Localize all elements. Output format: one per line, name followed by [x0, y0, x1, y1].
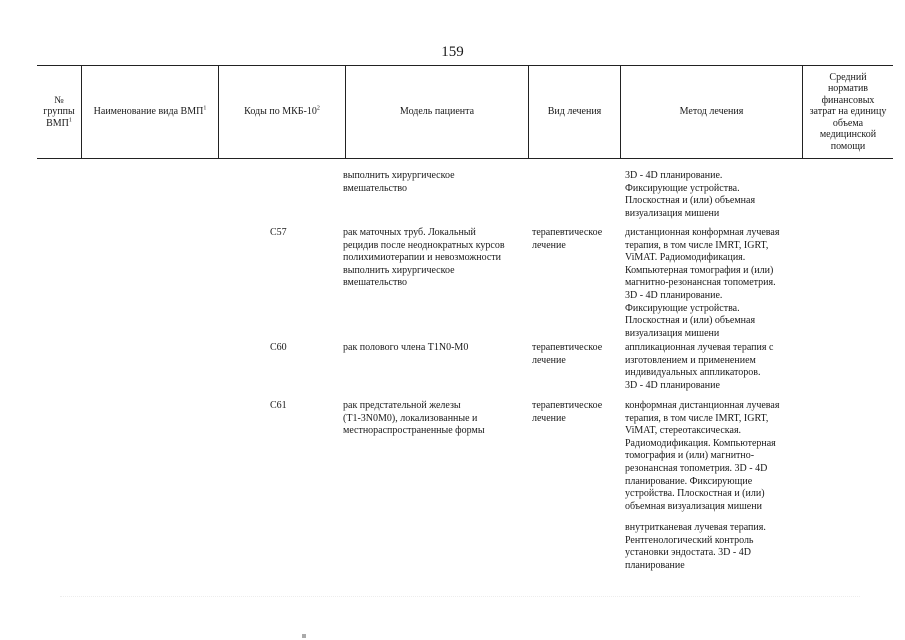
text-line: Фиксирующие устройства. [625, 302, 740, 314]
header-cost-line: медицинской [819, 129, 877, 141]
text-line: 3D - 4D планирование. [625, 289, 723, 301]
icd-code: C61 [270, 400, 287, 411]
text-line: рак маточных труб. Локальный [343, 227, 476, 238]
treatment-method-cell [625, 342, 773, 392]
text-line: индивидуальных аппликаторов. [625, 367, 761, 379]
footnote-mark: 1 [68, 117, 72, 124]
header-group-no-line: группы [43, 106, 75, 118]
header-cost-line: норматив [827, 83, 869, 95]
text-line: объемная визуализация мишени [625, 500, 762, 512]
header-treatment-method-label: Метод лечения [679, 106, 744, 118]
patient-model-cell [343, 342, 468, 355]
header-vmp-name-label: Наименование вида ВМП [93, 106, 204, 118]
text-line: ViMAT. Радиомодификация. [625, 252, 746, 264]
text-line: Плоскостная и (или) объемная [625, 195, 756, 207]
text-line: дистанционная конформная лучевая [625, 227, 780, 238]
footnote-mark: 1 [203, 105, 207, 112]
icd-code-cell [270, 227, 287, 240]
text-line: резонансная топометрия. 3D - 4D [625, 462, 768, 474]
text-line: терапевтическое [532, 227, 603, 238]
text-line: устройства. Плоскостная и (или) [625, 488, 765, 500]
text-line: выполнить хирургическое [343, 170, 455, 181]
text-line: Рентгенологический контроль [625, 534, 754, 546]
text-line: Плоскостная и (или) объемная [625, 315, 756, 327]
text-line: визуализация мишени [625, 327, 720, 339]
text-line: визуализация мишени [625, 207, 720, 219]
text-line: терапевтическое [532, 342, 603, 353]
header-icd-codes [219, 66, 345, 158]
text-line: местнораспространенные формы [343, 425, 485, 437]
patient-model-cell [343, 400, 485, 438]
header-group-no [37, 66, 81, 158]
header-patient-model [346, 66, 528, 158]
text-line: планирование [625, 559, 685, 571]
text-line: ViMAT, стереотаксическая. [625, 425, 742, 437]
icd-code: C60 [270, 342, 287, 353]
header-vmp-name [82, 66, 218, 158]
treatment-type-cell [532, 400, 602, 425]
treatment-method-cell [625, 522, 766, 572]
header-group-no-line: № [54, 94, 64, 106]
page-number: 159 [441, 44, 464, 60]
header-treatment-method [621, 66, 802, 158]
treatment-method-cell [625, 227, 779, 340]
text-line: (T1-3N0M0), локализованные и [343, 412, 478, 424]
text-line: лечение [532, 412, 566, 424]
header-icd-codes-label: Коды по МКБ-10 [244, 106, 317, 118]
text-line: Компьютерная томография и (или) [625, 264, 774, 276]
footnote-mark: 2 [316, 105, 320, 112]
text-line: выполнить хирургическое [343, 264, 455, 276]
text-line: рак полового члена T1N0-M0 [343, 342, 469, 353]
text-line: планирование. Фиксирующие [625, 475, 753, 487]
table-header [37, 65, 893, 159]
text-line: вмешательство [343, 277, 408, 289]
header-treatment-type-label: Вид лечения [547, 106, 602, 118]
text-line: установки эндостата. 3D - 4D [625, 547, 751, 559]
treatment-type-cell [532, 342, 602, 367]
text-line: 3D - 4D планирование [625, 379, 720, 391]
treatment-method-cell [625, 170, 755, 220]
text-line: внутритканевая лучевая терапия. [625, 522, 766, 533]
scan-artifact-line [60, 596, 860, 597]
patient-model-cell [343, 227, 505, 290]
header-treatment-type [529, 66, 620, 158]
icd-code-cell [270, 342, 287, 355]
text-line: томография и (или) магнитно- [625, 450, 755, 462]
header-patient-model-label: Модель пациента [399, 106, 475, 118]
scan-artifact-dot [302, 634, 306, 638]
text-line: терапевтическое [532, 400, 603, 411]
header-cost [803, 66, 893, 158]
treatment-method-cell [625, 400, 779, 513]
header-cost-line: помощи [830, 140, 866, 152]
text-line: рецидив после неоднократных курсов [343, 239, 505, 251]
header-cost-line: затрат на единицу [809, 106, 887, 118]
text-line: терапия, в том числе IMRT, IGRT, [625, 239, 769, 251]
text-line: Радиомодификация. Компьютерная [625, 437, 776, 449]
text-line: лечение [532, 239, 566, 251]
text-line: полихимиотерапии и невозможности [343, 252, 501, 264]
patient-model-cell [343, 170, 455, 195]
text-line: магнитно-резонансная топометрия. [625, 277, 776, 289]
treatment-type-cell [532, 227, 602, 252]
header-cost-line: финансовых [821, 94, 875, 106]
header-cost-line: объема [832, 117, 864, 129]
text-line: аппликационная лучевая терапия с [625, 342, 774, 353]
header-group-no-line: ВМП [46, 117, 69, 129]
icd-code: C57 [270, 227, 287, 238]
text-line: рак предстательной железы [343, 400, 461, 411]
text-line: конформная дистанционная лучевая [625, 400, 780, 411]
text-line: изготовлением и применением [625, 354, 756, 366]
text-line: терапия, в том числе IMRT, IGRT, [625, 412, 769, 424]
header-cost-line: Средний [829, 72, 867, 84]
text-line: Фиксирующие устройства. [625, 182, 740, 194]
text-line: 3D - 4D планирование. [625, 170, 723, 181]
icd-code-cell [270, 400, 287, 413]
text-line: вмешательство [343, 182, 408, 194]
text-line: лечение [532, 354, 566, 366]
